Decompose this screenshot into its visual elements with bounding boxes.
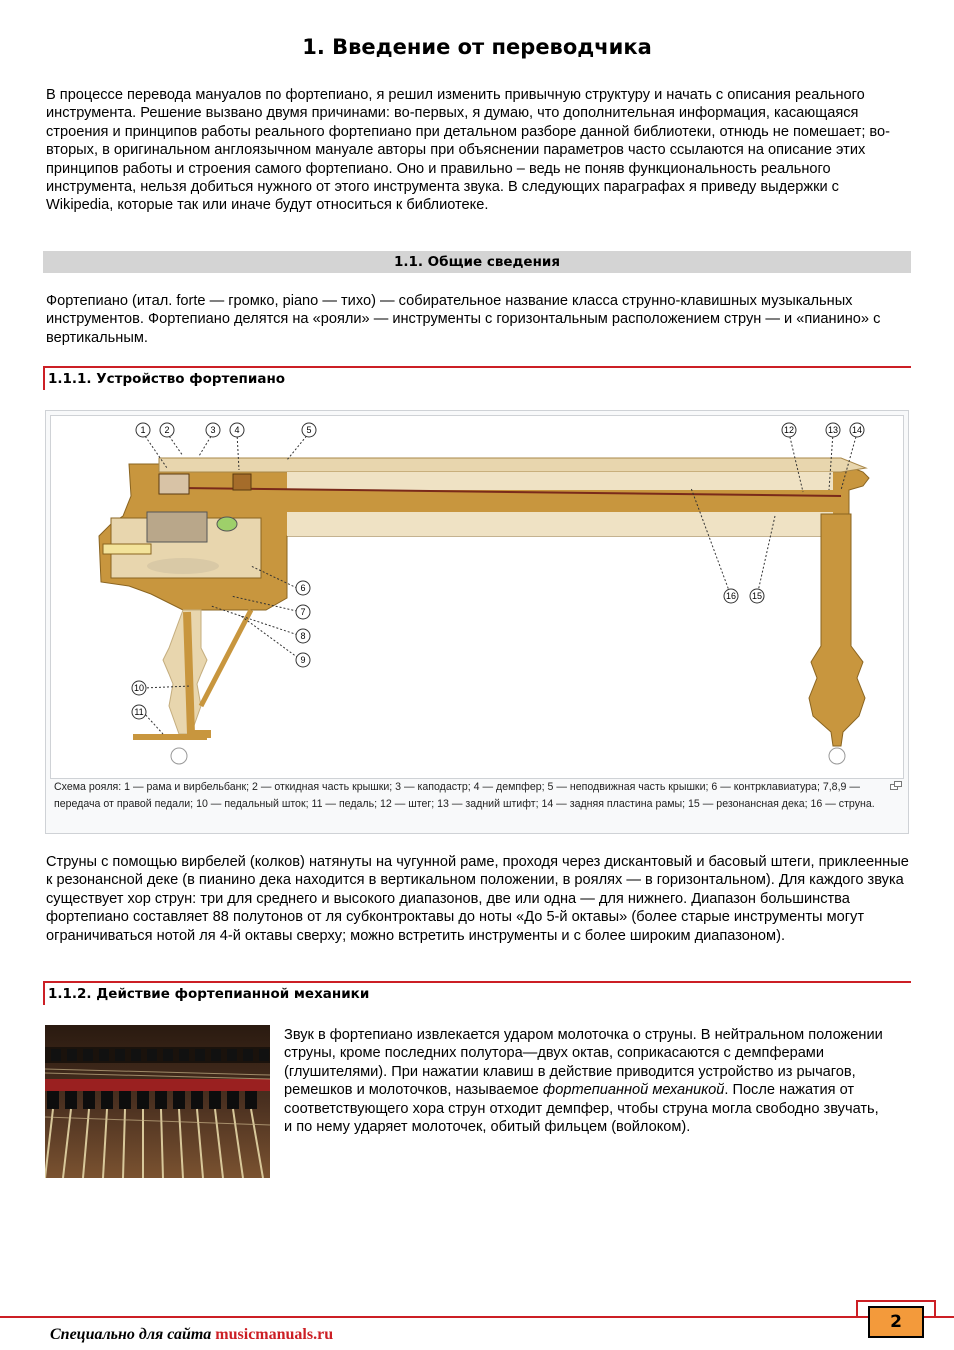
mechanics-text-a: Звук в фортепиано извлекается ударом молоточка о струны. В нейтральном положении струны, кроме последних полутора—двух октав, соприкасаются с демпферами (глушителями). При нажатии клавиш в действие приводится устройство из рычагов, ремешков и молоточков, называемое — [284, 1027, 883, 1099]
header-rule-vertical — [43, 981, 45, 1005]
subsection-header-structure — [43, 366, 911, 390]
piano-lid — [159, 458, 866, 472]
back-leg — [809, 514, 865, 746]
enlarge-icon[interactable] — [890, 781, 902, 790]
hammer-row-top — [45, 1047, 270, 1063]
mechanics-term: фортепианной механикой — [542, 1082, 725, 1099]
diagram-label-15: 15 — [751, 591, 763, 601]
felt-strip — [45, 1079, 270, 1091]
pedal-lyre-shape — [147, 558, 219, 574]
intro-paragraph: В процессе перевода мануалов по фортепиано, я решил изменить привычную структуру и начать с описания реального инструмента. Решение вызвано двумя причинами: во-первых, я думаю, что дополнительная информация, касающаяся строения и принципов работы реального фортепиано при детальном разборе данной библиотеки, отнюдь не помешает; во-вторых, в оригинальном англоязычном мануале авторы при объяснении параметров часто ссылаются на описание этих принципов работы и строения самого фортепиано. Оно и правильно – ведь не поняв функциональность реального инструмента, нельзя добиться нужного от этого инструмента звука. В следующих параграфах я приведу выдержки с Wikipedia, которые так или иначе будут относиться к библиотеке. — [46, 87, 890, 214]
header-rule — [43, 366, 911, 368]
mechanics-text-b: . После нажатия от соответствующего хора струн отходит демпфер, чтобы струна могла свободно звучать, и по нему ударяет молоточек, обитый фильцем (войлоком). — [284, 1082, 879, 1136]
general-paragraph: Фортепиано (итал. forte — громко, piano — тихо) — собирательное название класса струнно-клавишных музыкальных инструментов. Фортепиано делятся на «рояли» — инструменты с горизонтальным расположением струн — и «пианино» с вертикальным. — [46, 293, 881, 346]
section-title-general: 1.1. Общие сведения — [393, 254, 561, 270]
damper-block — [233, 474, 251, 490]
piano-diagram-frame — [50, 415, 904, 779]
diagram-label-12: 12 — [783, 425, 795, 435]
grand-piano-diagram — [51, 416, 903, 778]
section-bar-general — [43, 251, 911, 273]
diagram-label-3: 3 — [210, 425, 216, 435]
footer-rule — [0, 1316, 954, 1318]
footer-rule-step-left — [856, 1300, 858, 1318]
diagram-label-16: 16 — [725, 591, 737, 601]
diagram-label-2: 2 — [164, 425, 170, 435]
soundboard — [287, 512, 833, 536]
subsection-title-mechanics: 1.1.2. Действие фортепианной механики — [48, 986, 370, 1002]
footer-credit — [50, 1326, 333, 1344]
back-caster — [829, 748, 845, 764]
diagram-label-14: 14 — [851, 425, 863, 435]
action-detail — [147, 512, 207, 542]
subsection-header-mechanics — [43, 981, 911, 1005]
capo-block — [159, 474, 189, 494]
pedal-brace — [201, 610, 251, 706]
page-number-badge: 2 — [868, 1306, 924, 1338]
footer-rule-step — [856, 1300, 936, 1302]
key-detail — [103, 544, 151, 554]
diagram-label-8: 8 — [300, 631, 306, 641]
header-rule-vertical — [43, 366, 45, 390]
diagram-label-6: 6 — [300, 583, 306, 593]
diagram-caption: Схема рояля: 1 — рама и вирбельбанк; 2 — откидная часть крышки; 3 — каподастр; 4 — демпфер; 5 — неподвижная часть крышки; 6 — контрклавиатура; 7,8,9 — передача от правой педали; 10 — педальный шток; 11 — педаль; 12 — штег; 13 — задний штифт; 14 — задняя пластина рамы; 15 — резонансная дека; 16 — струна. — [54, 781, 875, 810]
diagram-label-13: 13 — [827, 425, 839, 435]
diagram-label-1: 1 — [140, 425, 146, 435]
piano-diagram-figure — [45, 410, 909, 834]
hammer-detail — [217, 517, 237, 531]
diagram-label-10: 10 — [133, 683, 145, 693]
diagram-label-11: 11 — [134, 707, 144, 717]
mechanics-paragraph — [284, 1026, 884, 1136]
strings-paragraph: Струны с помощью вирбелей (колков) натянуты на чугунной раме, проходя через дискантовый и басовый штеги, приклеенные к резонансной деке (в пианино дека находится в вертикальном положении, в роялях — в горизонтальном). Для каждого звука существует хор струн: три для среднего и высокого диапазонов, две или одна — для нижнего. Диапазон большинства фортепиано составляет 88 полутонов от ля субконтроктавы до ноты «До 5-й октавы» (более старые инструменты могут ограничиваться нотой ля 4-й октавы сверху; можно встретить инструменты и с более широким диапазоном). — [46, 854, 909, 944]
front-caster — [171, 748, 187, 764]
header-rule — [43, 981, 911, 983]
diagram-label-7: 7 — [300, 607, 306, 617]
frame-upper — [287, 472, 833, 490]
subsection-title-structure: 1.1.1. Устройство фортепиано — [48, 371, 286, 387]
diagram-label-5: 5 — [306, 425, 312, 435]
piano-hammers-photo — [45, 1025, 270, 1178]
footer-site-link[interactable]: musicmanuals.ru — [215, 1326, 334, 1343]
diagram-label-4: 4 — [234, 425, 240, 435]
diagram-label-9: 9 — [300, 655, 306, 665]
footer-prefix: Специально для сайта — [50, 1326, 216, 1343]
pedal-bar — [133, 734, 207, 740]
page-title: 1. Введение от переводчика — [302, 35, 652, 59]
footer-rule-step-right — [934, 1300, 936, 1318]
